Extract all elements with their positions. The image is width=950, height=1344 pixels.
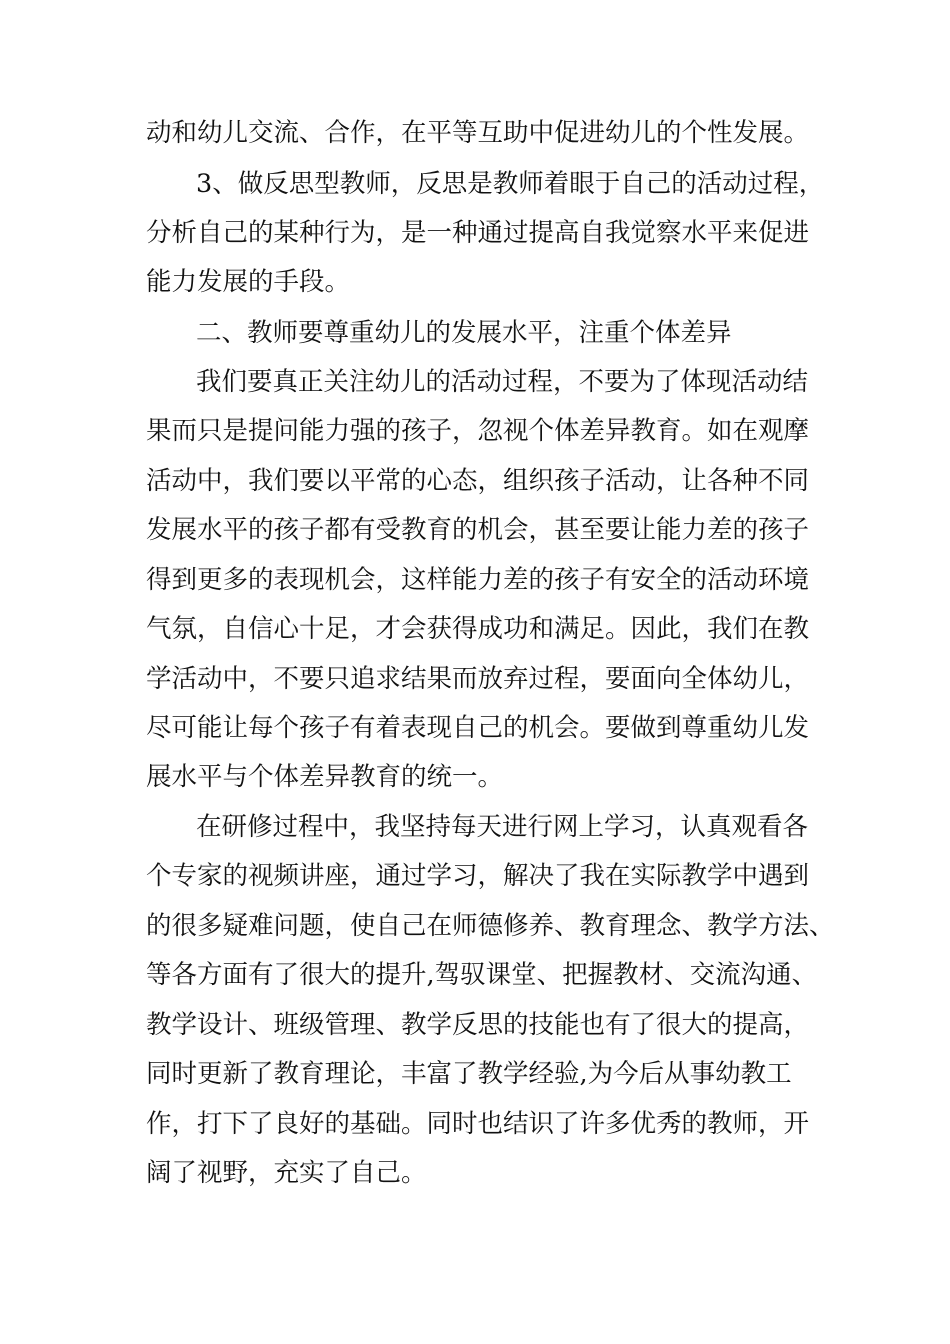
text-line: 尽可能让每个孩子有着表现自己的机会。要做到尊重幼儿发 (146, 713, 810, 743)
text-line: 能力发展的手段。 (146, 267, 351, 297)
text-line: 学活动中，不要只追求结果而放弃过程，要面向全体幼儿， (146, 664, 810, 694)
text-line: 果而只是提问能力强的孩子，忽视个体差异教育。如在观摩 (146, 416, 810, 446)
text-line: 在研修过程中，我坚持每天进行网上学习，认真观看各 (196, 812, 809, 842)
text-line: 分析自己的某种行为，是一种通过提高自我觉察水平来促进 (146, 218, 810, 248)
text-line: 作，打下了良好的基础。同时也结识了许多优秀的教师，开 (146, 1109, 810, 1139)
text-line: 等各方面有了很大的提升,驾驭课堂、把握教材、交流沟通、 (146, 960, 818, 990)
text-line: 展水平与个体差异教育的统一。 (146, 762, 504, 792)
section-heading: 二、教师要尊重幼儿的发展水平，注重个体差异 (196, 318, 732, 348)
text-line: 同时更新了教育理论，丰富了教学经验,为今后从事幼教工 (146, 1059, 792, 1089)
text-line: 我们要真正关注幼儿的活动过程，不要为了体现活动结 (196, 367, 809, 397)
text-line: 阔了视野，充实了自己。 (146, 1158, 427, 1188)
text-line: 得到更多的表现机会，这样能力差的孩子有安全的活动环境 (146, 565, 810, 595)
text-line: 的很多疑难问题，使自己在师德修养、教育理念、教学方法、 (146, 911, 835, 941)
text-line: 发展水平的孩子都有受教育的机会，甚至要让能力差的孩子 (146, 515, 810, 545)
text-line: 气氛，自信心十足，才会获得成功和满足。因此，我们在教 (146, 614, 810, 644)
text-line: 3、做反思型教师，反思是教师着眼于自己的活动过程， (196, 169, 825, 199)
text-line: 个专家的视频讲座，通过学习，解决了我在实际教学中遇到 (146, 861, 810, 891)
text-line: 动和幼儿交流、合作，在平等互助中促进幼儿的个性发展。 (146, 118, 810, 148)
text-line: 教学设计、班级管理、教学反思的技能也有了很大的提高， (146, 1010, 810, 1040)
text-line: 活动中，我们要以平常的心态，组织孩子活动，让各种不同 (146, 466, 810, 496)
